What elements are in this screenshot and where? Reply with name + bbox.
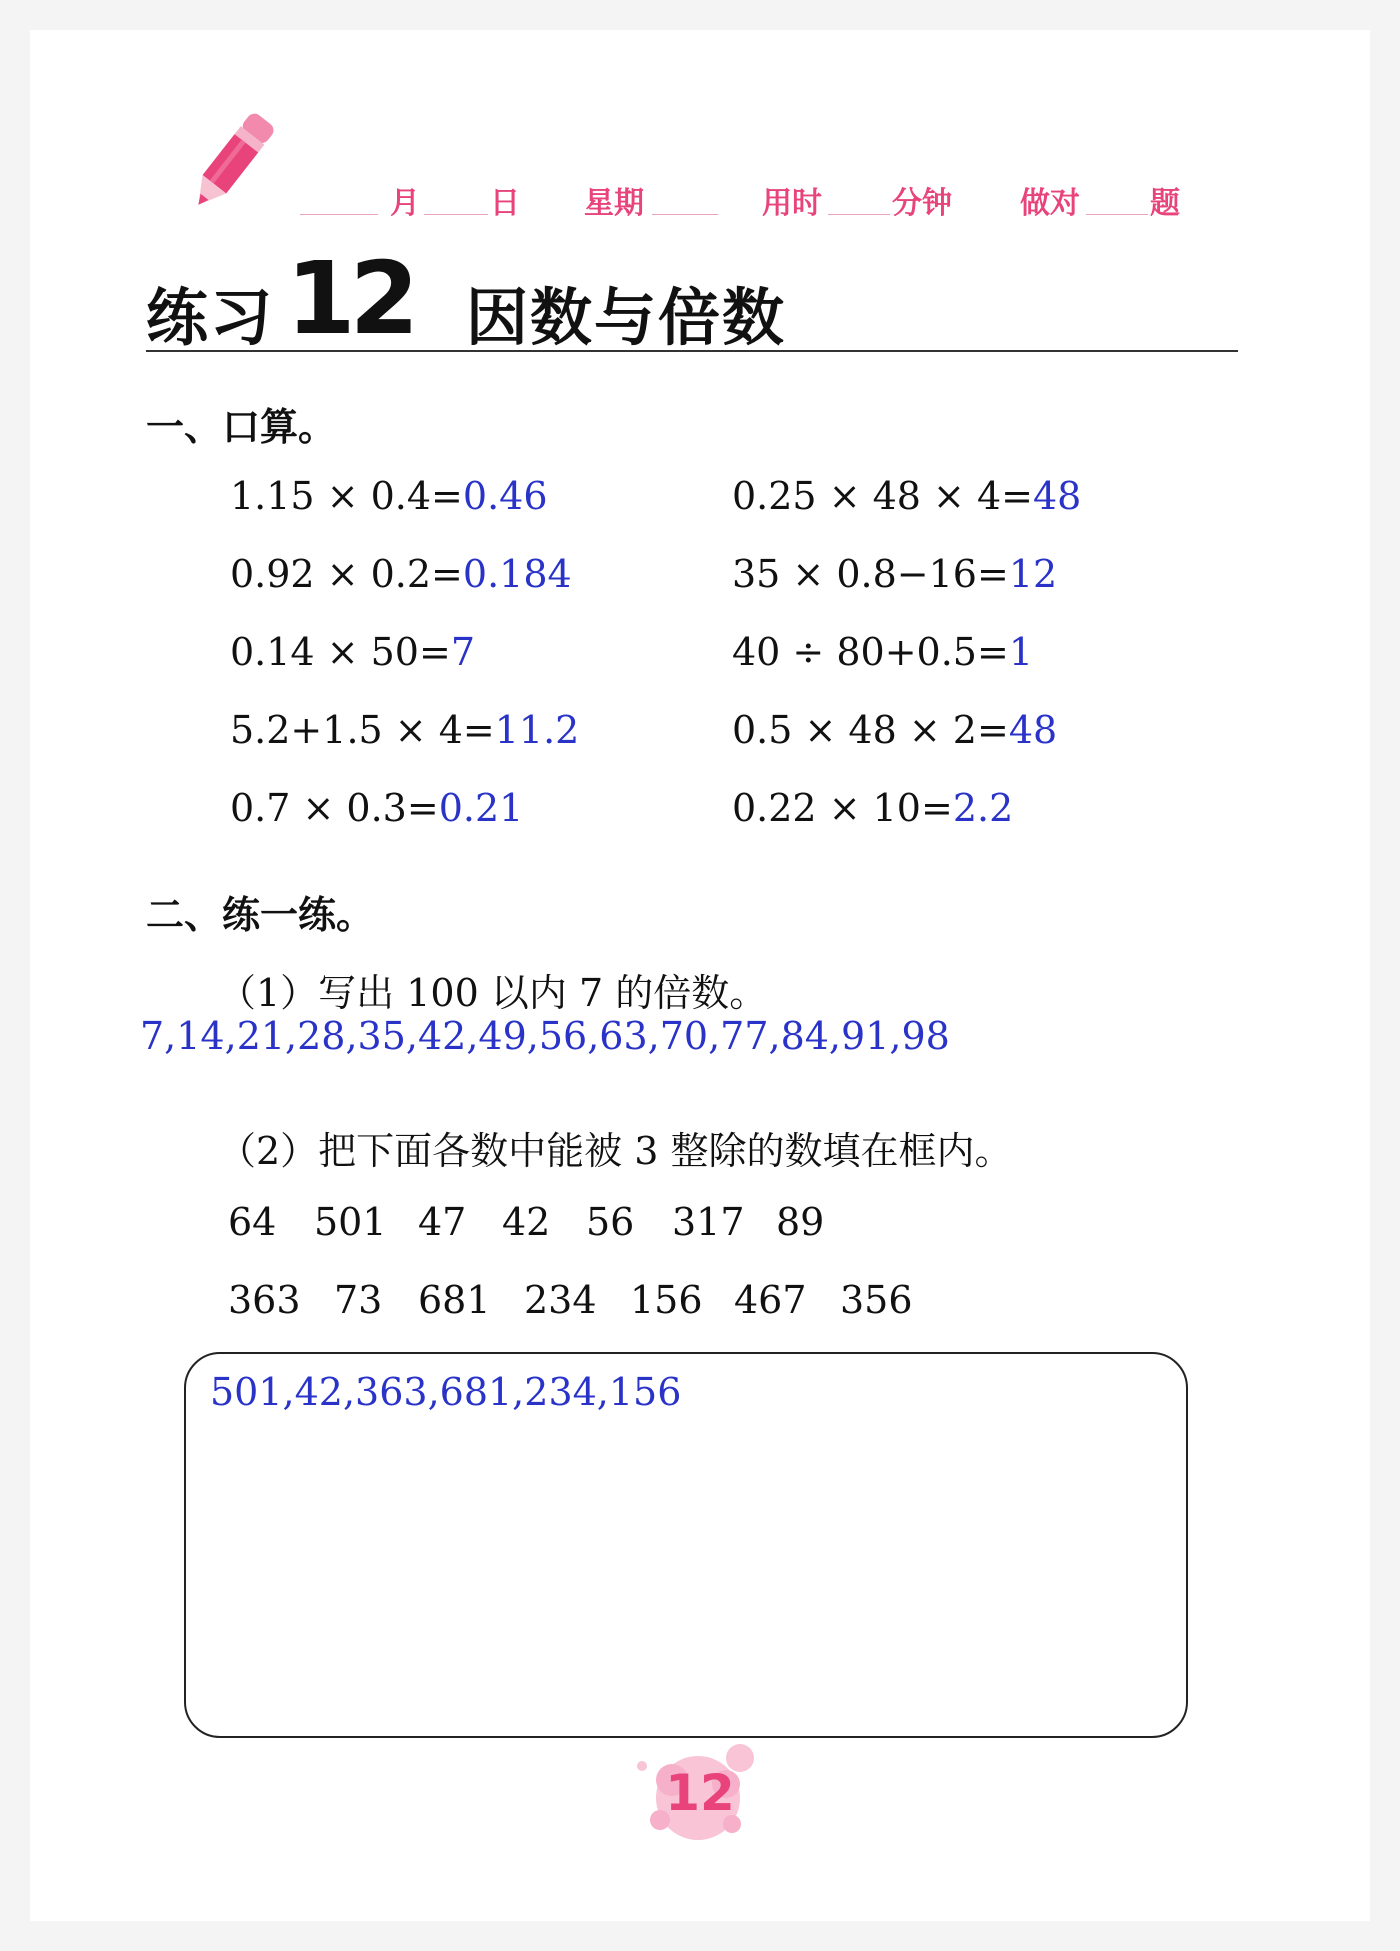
calc-expr: 0.5 × 48 × 2= xyxy=(732,708,1009,752)
month-label: 月 xyxy=(390,186,420,221)
weekday-label: 星期 xyxy=(584,186,644,221)
calc-expr: 40 ÷ 80+0.5= xyxy=(732,630,1009,674)
page-number: 12 xyxy=(665,1764,735,1822)
number-item: 363 xyxy=(228,1278,301,1322)
question-1-answer: 7,14,21,28,35,42,49,56,63,70,77,84,91,98 xyxy=(140,1014,950,1058)
calc-right-4 xyxy=(732,708,1057,752)
calc-right-3 xyxy=(732,630,1033,674)
number-item: 89 xyxy=(776,1200,825,1244)
number-item: 56 xyxy=(586,1200,635,1244)
calc-right-5 xyxy=(732,786,1013,830)
title-number: 12 xyxy=(286,240,414,357)
title-rule xyxy=(146,350,1238,352)
calc-left-3 xyxy=(230,630,475,674)
number-item: 681 xyxy=(418,1278,491,1322)
number-item: 356 xyxy=(840,1278,913,1322)
calc-left-4 xyxy=(230,708,579,752)
calc-expr: 1.15 × 0.4= xyxy=(230,474,463,518)
calc-expr: 35 × 0.8−16= xyxy=(732,552,1009,596)
calc-expr: 0.7 × 0.3= xyxy=(230,786,439,830)
correct-label: 做对 xyxy=(1020,186,1080,221)
title-topic: 因数与倍数 xyxy=(466,281,787,354)
calc-answer: 1 xyxy=(1008,630,1034,674)
number-item: 64 xyxy=(228,1200,277,1244)
number-item: 501 xyxy=(314,1200,387,1244)
pencil-icon xyxy=(176,108,286,218)
time-used-blank[interactable] xyxy=(828,214,890,215)
day-label: 日 xyxy=(490,186,520,221)
calc-answer: 0.184 xyxy=(462,552,572,596)
calc-expr: 0.22 × 10= xyxy=(732,786,953,830)
weekday-blank[interactable] xyxy=(652,214,718,215)
questions-label: 题 xyxy=(1150,186,1180,221)
calc-answer: 11.2 xyxy=(494,708,580,752)
title-prefix: 练习 xyxy=(146,281,275,354)
number-item: 467 xyxy=(734,1278,807,1322)
number-item: 317 xyxy=(672,1200,745,1244)
minutes-label: 分钟 xyxy=(892,186,952,221)
number-item: 73 xyxy=(334,1278,383,1322)
section1-heading: 一、口算。 xyxy=(146,405,337,449)
number-item: 42 xyxy=(502,1200,551,1244)
calc-answer: 0.21 xyxy=(438,786,524,830)
calc-answer: 0.46 xyxy=(462,474,548,518)
month-blank[interactable] xyxy=(300,214,378,215)
number-item: 234 xyxy=(524,1278,597,1322)
calc-left-5 xyxy=(230,786,523,830)
calc-expr: 5.2+1.5 × 4= xyxy=(230,708,495,752)
number-item: 156 xyxy=(630,1278,703,1322)
number-item: 47 xyxy=(418,1200,467,1244)
calc-expr: 0.92 × 0.2= xyxy=(230,552,463,596)
calc-answer: 7 xyxy=(450,630,475,674)
calc-expr: 0.25 × 48 × 4= xyxy=(732,474,1033,518)
calc-answer: 48 xyxy=(1008,708,1058,752)
calc-expr: 0.14 × 50= xyxy=(230,630,451,674)
day-blank[interactable] xyxy=(424,214,488,215)
calc-answer: 2.2 xyxy=(952,786,1014,830)
question-2-answer: 501,42,363,681,234,156 xyxy=(210,1370,682,1414)
section2-heading: 二、练一练。 xyxy=(146,893,375,937)
calc-answer: 12 xyxy=(1008,552,1058,596)
calc-left-2 xyxy=(230,552,572,596)
time-used-label: 用时 xyxy=(762,186,822,221)
calc-answer: 48 xyxy=(1032,474,1082,518)
correct-blank[interactable] xyxy=(1086,214,1148,215)
calc-right-2 xyxy=(732,552,1057,596)
calc-right-1 xyxy=(732,474,1081,518)
calc-left-1 xyxy=(230,474,548,518)
question-2: （2）把下面各数中能被 3 整除的数填在框内。 xyxy=(218,1129,1013,1173)
question-1: （1）写出 100 以内 7 的倍数。 xyxy=(218,971,768,1015)
page-number-badge xyxy=(620,1740,780,1850)
